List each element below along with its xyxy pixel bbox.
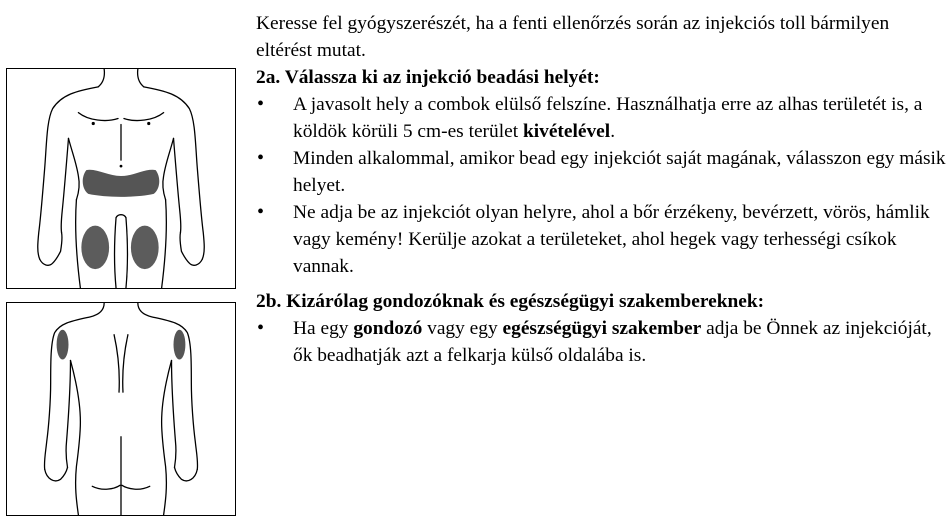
torso-left-side <box>68 138 79 199</box>
crotch-line <box>116 215 126 218</box>
right-nipple <box>147 122 150 125</box>
section-2a-heading: 2a. Válassza ki az injekció beadási helyét: <box>256 67 600 88</box>
section-2a-bullet-3: • Ne adja be az injekciót olyan helyre, ahol a bőr érzékeny, bevérzett, vörös, hámlik vagy kemény! Kerülje azokat a területeket, ahol hegek vagy terhességi csíkok vannak. <box>256 199 946 280</box>
left-upper-arm-injection-area <box>57 330 69 360</box>
front-body-svg <box>7 69 235 288</box>
bullet-1-end: . <box>610 121 616 142</box>
section-2b-bullet-1 <box>256 315 946 369</box>
section-2a-bullet-1 <box>256 91 946 145</box>
bullet-1-bold: kivételével <box>522 121 611 142</box>
right-buttock-line <box>122 485 150 489</box>
right-upper-arm-injection-area <box>174 330 186 360</box>
spine-right <box>123 335 128 392</box>
left-hand <box>45 467 68 480</box>
front-body-illustration <box>6 68 236 289</box>
neck-right-line <box>138 69 144 87</box>
left-thigh-injection-area <box>81 226 109 270</box>
chest-right-line <box>124 113 164 121</box>
left-arm-inner <box>66 360 70 467</box>
spine-left <box>114 335 119 392</box>
left-nipple <box>92 122 95 125</box>
torso-right-side <box>163 138 174 199</box>
right-hand <box>180 233 202 266</box>
intro-paragraph: Keresse fel gyógyszerészét, ha a fenti ellenőrzés során az injekciós toll bármilyen eltérést mutat. <box>256 13 890 61</box>
left-hand <box>40 233 62 266</box>
right-arm-inner <box>174 138 181 232</box>
right-arm-outer <box>138 303 198 469</box>
right-hand <box>174 467 197 480</box>
b-bullet-t3: adja be Önnek az injekcióját, ők beadhatják azt a felkarja külső oldalába is. <box>293 318 932 366</box>
section-2b-list <box>256 315 946 369</box>
b-bullet-t2: vagy egy <box>422 318 503 339</box>
neck-left-line <box>98 69 104 87</box>
section-2b-heading: 2b. Kizárólag gondozóknak és egészségügyi szakembereknek: <box>256 291 765 312</box>
torso-left-side <box>70 360 80 515</box>
section-2a-list <box>256 91 946 280</box>
right-leg-outer <box>162 200 167 288</box>
right-thigh-injection-area <box>131 226 159 270</box>
right-leg-inner <box>126 218 127 288</box>
left-arm-inner <box>61 138 68 232</box>
torso-right-side <box>162 360 172 515</box>
b-bullet-t1: Ha egy <box>293 318 354 339</box>
bullet-1-text: A javasolt hely a combok elülső felszíne. Használhatja erre az alhas területét is, a köldök körüli 5 cm-es terület <box>293 94 923 142</box>
back-body-svg <box>7 303 235 515</box>
navel <box>120 165 123 168</box>
b-bullet-b1: gondozó <box>353 318 423 339</box>
section-2a-bullet-2: • Minden alkalommal, amikor bead egy injekciót saját magának, válasszon egy másik helyet. <box>256 145 946 199</box>
left-buttock-line <box>92 485 120 489</box>
section-gap <box>256 280 946 288</box>
left-arm-outer <box>44 303 104 469</box>
instruction-text <box>256 10 946 369</box>
left-leg-outer <box>76 200 81 288</box>
b-bullet-b2: egészségügyi szakember <box>502 318 702 339</box>
left-leg-inner <box>115 218 116 288</box>
right-arm-inner <box>172 360 176 467</box>
abdomen-injection-area <box>83 170 160 197</box>
chest-left-line <box>78 113 118 121</box>
back-body-illustration <box>6 302 236 516</box>
